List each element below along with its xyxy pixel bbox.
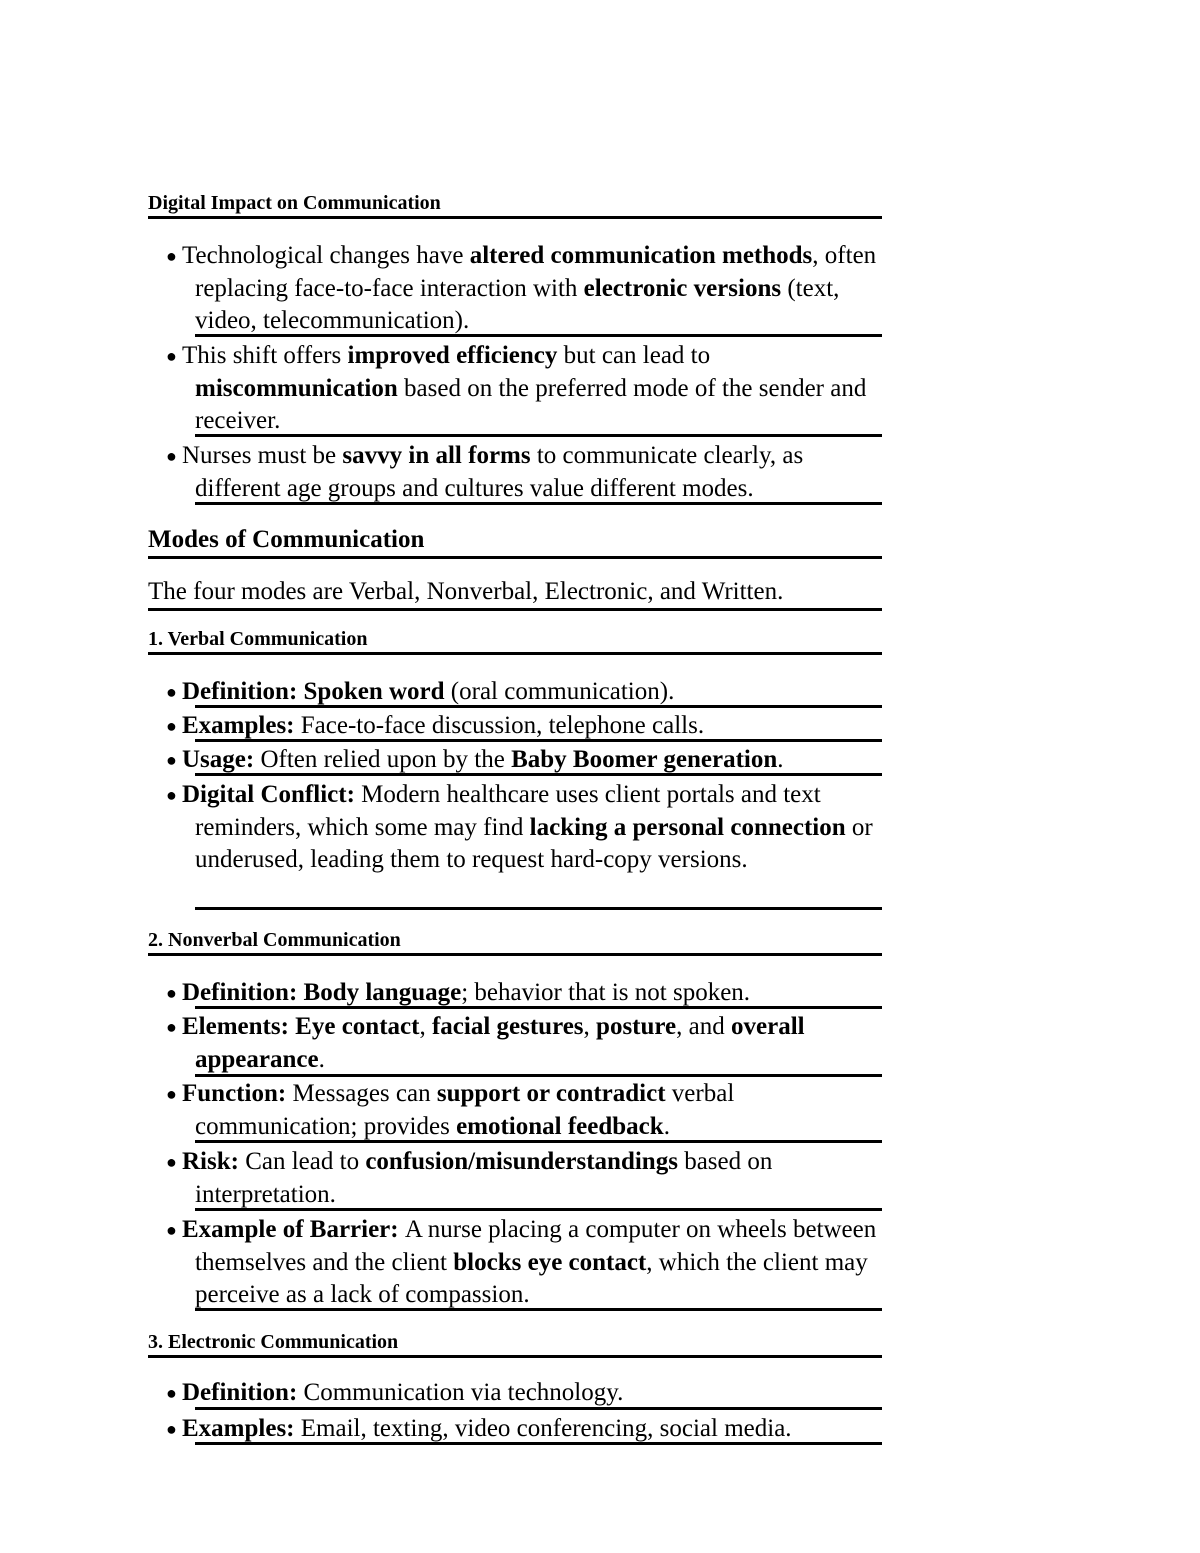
underline-rule xyxy=(195,907,882,910)
bullet-icon: ● xyxy=(166,682,177,702)
underline-rule xyxy=(195,1407,882,1410)
underline-rule xyxy=(195,434,882,437)
bullet-icon: ● xyxy=(166,1220,177,1240)
section-heading-verbal: 1. Verbal Communication xyxy=(148,627,882,655)
modes-intro: The four modes are Verbal, Nonverbal, Electronic, and Written. xyxy=(148,577,882,611)
underline-rule xyxy=(195,1308,882,1311)
bullet-icon: ● xyxy=(166,1017,177,1037)
underline-rule xyxy=(195,1140,882,1143)
bullet-icon: ● xyxy=(166,750,177,770)
underline-rule xyxy=(195,1442,882,1445)
bullet-icon: ● xyxy=(166,1419,177,1439)
bullet-icon: ● xyxy=(166,446,177,466)
bullet-icon: ● xyxy=(166,246,177,266)
document-page: Digital Impact on Communication ● Technological changes have altered communication methods, often replacing face-to-face interaction with electronic versions (text, video, telecommunication). ● This shift offers improved efficiency but can lead to miscommunication based on the preferred mode of the sender and receiver. ● Nurses must be savvy in all forms to communicate clearly, as different age groups and cultures value different modes. Modes of Communication The four modes are Verbal, Nonverbal, Electronic, and Written. 1. Verbal Communication ● Definition: Spoken word (oral communication). ● Examples: Face-to-face discussion, telephone calls. ● Usage: Often relied upon by the Baby Boomer generation. ● Digital Conflict: Modern healthcare uses client portals and text reminders, which some may find lacking a personal connection or underused, leading them to request hard-copy versions. 2. Nonverbal Communication ● Definition: Body language; behavior that is not spoken. ● Elements: Eye contact, facial gestures, posture, and overall appearance. ● Function: Messages can support or contradict verbal communication; provides emotional feedback. ● Risk: Can lead to confusion/misunderstandings based on interpretation. ● Example of Barrier: A nurse placing a computer on wheels between themselves and the client blocks eye contact, which the client may perceive as a lack of compassion. 3. Electronic Communication ● Definition: Communication via technology. ● Examples: Email, texting, video conferencing, social media. xyxy=(0,0,1200,1553)
bullet-icon: ● xyxy=(166,346,177,366)
section-heading-modes: Modes of Communication xyxy=(148,525,882,559)
underline-rule xyxy=(195,334,882,337)
bullet-icon: ● xyxy=(166,785,177,805)
underline-rule xyxy=(195,1208,882,1211)
underline-rule xyxy=(195,705,882,708)
underline-rule xyxy=(195,1074,882,1077)
section-heading-electronic: 3. Electronic Communication xyxy=(148,1330,882,1358)
bullet-icon: ● xyxy=(166,1152,177,1172)
underline-rule xyxy=(195,773,882,776)
section-heading-digital-impact: Digital Impact on Communication xyxy=(148,191,882,219)
bullet-icon: ● xyxy=(166,1383,177,1403)
underline-rule xyxy=(195,1006,882,1009)
bullet-icon: ● xyxy=(166,983,177,1003)
section-heading-nonverbal: 2. Nonverbal Communication xyxy=(148,928,882,956)
bullet-icon: ● xyxy=(166,716,177,736)
underline-rule xyxy=(195,502,882,505)
underline-rule xyxy=(195,739,882,742)
bullet-icon: ● xyxy=(166,1084,177,1104)
